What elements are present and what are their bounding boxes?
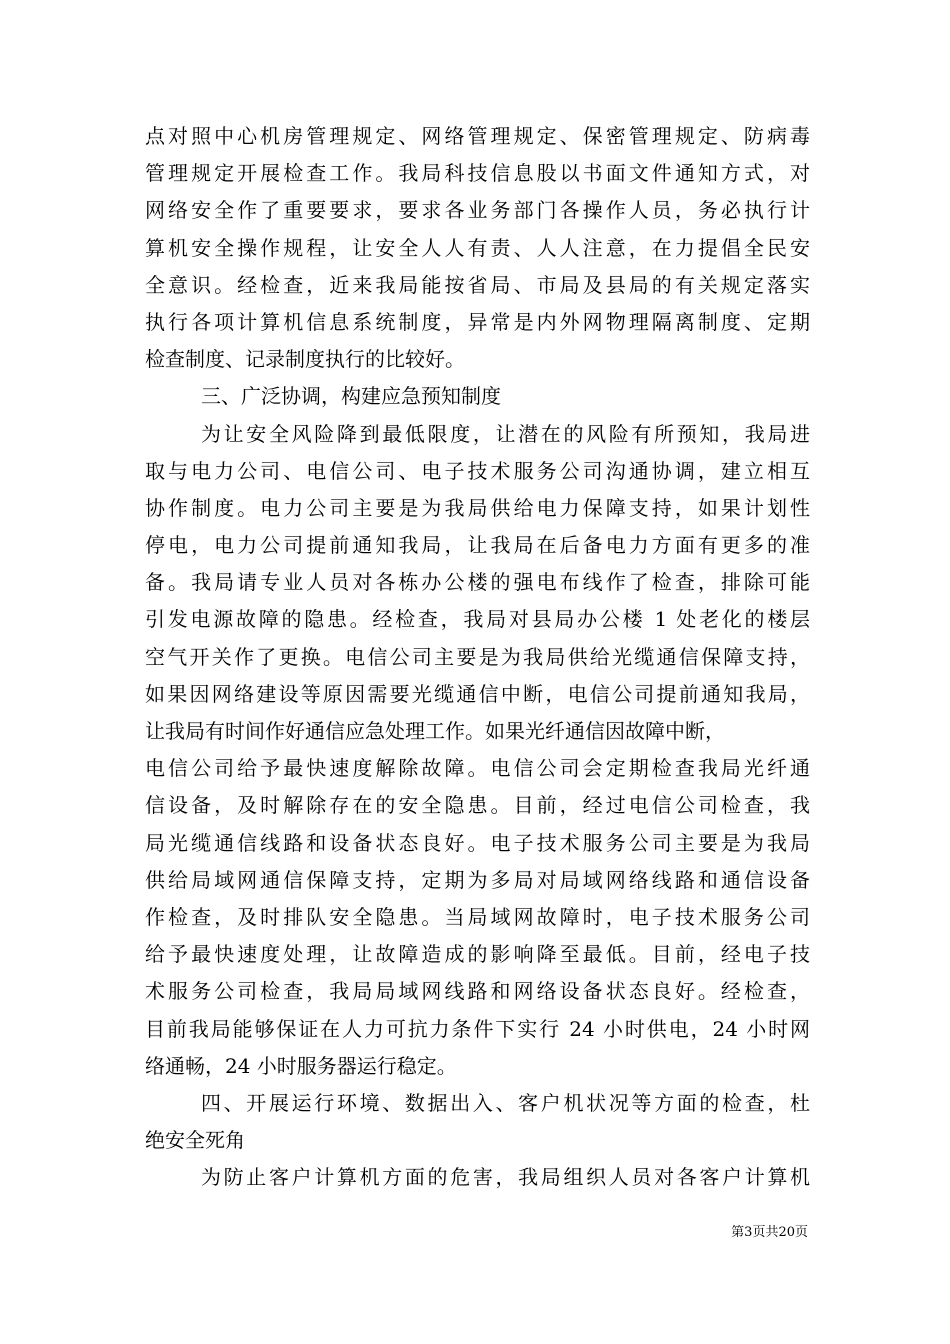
text-line: 停电，电力公司提前通知我局，让我局在后备电力方面有更多的准 [145,533,810,558]
text-line: 算机安全操作规程，让安全人人有责、人人注意，在力提倡全民安 [145,235,810,260]
body-text [145,118,810,1196]
text-line: 局光缆通信线路和设备状态良好。电子技术服务公司主要是为我局 [145,830,810,855]
text-line: 供给局域网通信保障支持，定期为多局对局域网络线路和通信设备 [145,867,810,892]
text-line: 如果因网络建设等原因需要光缆通信中断，电信公司提前通知我局， [145,681,810,706]
text-line: 网络安全作了重要要求，要求各业务部门各操作人员，务必执行计 [145,198,810,223]
text-line: 术服务公司检查，我局局域网线路和网络设备状态良好。经检查， [145,979,810,1004]
text-line: 全意识。经检查，近来我局能按省局、市局及县局的有关规定落实 [145,272,810,297]
text-line: 为让安全风险降到最低限度，让潜在的风险有所预知，我局进 [201,421,810,446]
text-line: 协作制度。电力公司主要是为我局供给电力保障支持，如果计划性 [145,495,810,520]
text-line: 引发电源故障的隐患。经检查，我局对县局办公楼 1 处老化的楼层 [145,607,810,632]
page-number: 第3页共20页 [731,1225,808,1240]
text-line: 绝安全死角 [145,1128,245,1153]
text-line: 作检查，及时排队安全隐患。当局域网故障时，电子技术服务公司 [145,904,810,929]
text-line: 电信公司给予最快速度解除故障。电信公司会定期检查我局光纤通 [145,756,810,781]
text-line: 让我局有时间作好通信应急处理工作。如果光纤通信因故障中断， [145,719,725,743]
text-line: 给予最快速度处理，让故障造成的影响降至最低。目前，经电子技 [145,942,810,967]
text-line: 空气开关作了更换。电信公司主要是为我局供给光缆通信保障支持， [145,644,810,669]
text-line: 为防止客户计算机方面的危害，我局组织人员对各客户计算机 [201,1165,810,1190]
text-line: 检查制度、记录制度执行的比较好。 [145,347,465,372]
text-line: 点对照中心机房管理规定、网络管理规定、保密管理规定、防病毒 [145,124,810,148]
text-line: 信设备，及时解除存在的安全隐患。目前，经过电信公司检查，我 [145,793,810,818]
text-line: 络通畅，24 小时服务器运行稳定。 [145,1053,457,1078]
text-line: 三、广泛协调，构建应急预知制度 [201,384,501,409]
text-line: 取与电力公司、电信公司、电子技术服务公司沟通协调，建立相互 [145,458,810,483]
text-line: 目前我局能够保证在人力可抗力条件下实行 24 小时供电，24 小时网 [145,1016,810,1041]
text-line: 执行各项计算机信息系统制度，异常是内外网物理隔离制度、定期 [145,309,810,334]
text-line: 管理规定开展检查工作。我局科技信息股以书面文件通知方式，对 [145,161,810,186]
text-line: 四、开展运行环境、数据出入、客户机状况等方面的检查，杜 [201,1090,810,1115]
text-line: 备。我局请专业人员对各栋办公楼的强电布线作了检查，排除可能 [145,570,810,595]
